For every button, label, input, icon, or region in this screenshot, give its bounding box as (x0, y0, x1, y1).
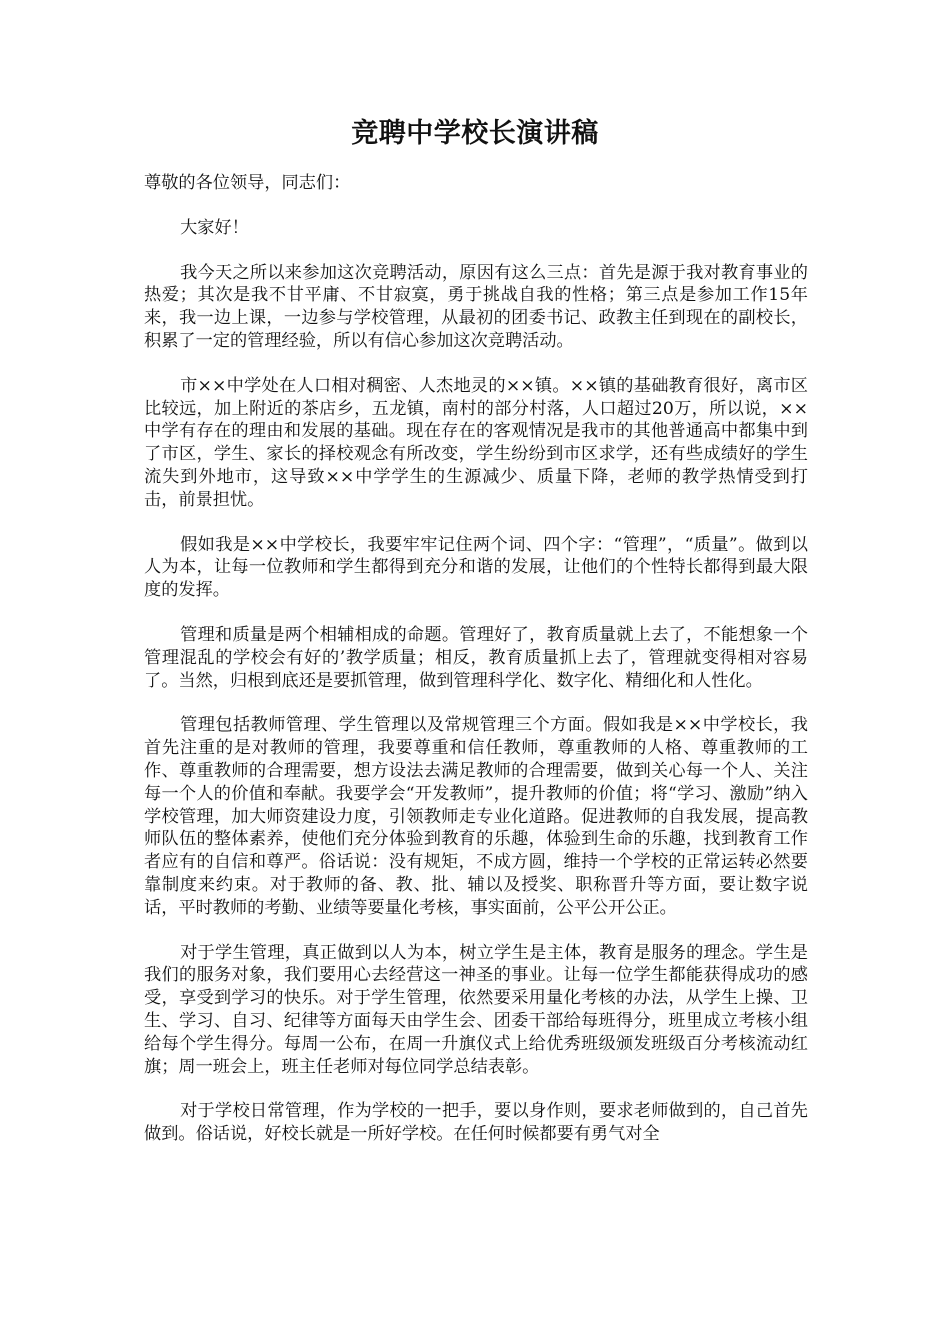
salutation: 尊敬的各位领导，同志们： (144, 173, 351, 193)
paragraph-student-management: 对于学生管理，真正做到以人为本，树立学生是主体，教育是服务的理念。学生是我们的服务对象，我们要用心去经营这一神圣的事业。让每一位学生都能获得成功的感受，享受到学习的快乐。对于学生管理，依然要采用量化考核的办法，从学生上操、卫生、学习、自习、纪律等方面每天由学生会、团委干部给每班得分，班里成立考核小组给每个学生得分。每周一公布，在周一升旗仪式上给优秀班级颁发班级百分考核流动红旗；周一班会上，班主任老师对每位同学总结表彰。 (144, 942, 808, 1077)
paragraph-school-situation: 市××中学处在人口相对稠密、人杰地灵的××镇。××镇的基础教育很好，离市区比较远，加上附近的茶店乡，五龙镇，南村的部分村落，人口超过20万，所以说，××中学有存在的理由和发展的基础。现在存在的客观情况是我市的其他普通高中都集中到了市区，学生、家长的择校观念有所改变，学生纷纷到市区求学，还有些成绩好的学生流失到外地市，这导致××中学学生的生源减少、质量下降，老师的教学热情受到打击，前景担忧。 (144, 375, 808, 510)
paragraph-complementary: 管理和质量是两个相辅相成的命题。管理好了，教育质量就上去了，不能想象一个管理混乱的学校会有好的’教学质量；相反，教育质量抓上去了，管理就变得相对容易了。当然，归根到底还是要抓管理，做到管理科学化、数字化、精细化和人性化。 (144, 624, 808, 691)
paragraph-reasons: 我今天之所以来参加这次竞聘活动，原因有这么三点：首先是源于我对教育事业的热爱；其次是我不甘平庸、不甘寂寞，勇于挑战自我的性格；第三点是参加工作15年来，我一边上课，一边参与学校管理，从最初的团委书记、政教主任到现在的副校长，积累了一定的管理经验，所以有信心参加这次竞聘活动。 (144, 262, 808, 351)
document-body (144, 172, 808, 1168)
paragraph-management-quality: 假如我是××中学校长，我要牢牢记住两个词、四个字：“管理”，“质量”。做到以人为本，让每一位教师和学生都得到充分和谐的发展，让他们的个性特长都得到最大限度的发挥。 (144, 534, 808, 601)
paragraph-daily-management: 对于学校日常管理，作为学校的一把手，要以身作则，要求老师做到的，自己首先做到。俗话说，好校长就是一所好学校。在任何时候都要有勇气对全 (144, 1101, 808, 1145)
document-title: 竞聘中学校长演讲稿 (351, 118, 599, 149)
paragraph-teacher-management: 管理包括教师管理、学生管理以及常规管理三个方面。假如我是××中学校长，我首先注重的是对教师的管理，我要尊重和信任教师，尊重教师的人格、尊重教师的工作、尊重教师的合理需要，想方设法去满足教师的合理需要，做到关心每一个人、关注每一个人的价值和奉献。我要学会“开发教师”，提升教师的价值；将“学习、激励”纳入学校管理，加大师资建设力度，引领教师走专业化道路。促进教师的自我发展，提高教师队伍的整体素养，使他们充分体验到教育的乐趣，体验到生命的乐趣，找到教育工作者应有的自信和尊严。俗话说：没有规矩，不成方圆，维持一个学校的正常运转必然要靠制度来约束。对于教师的备、教、批、辅以及授奖、职称晋升等方面，要让数字说话，平时教师的考勤、业绩等要量化考核，事实面前，公平公开公正。 (144, 715, 808, 918)
paragraph-greeting: 大家好！ (180, 217, 249, 238)
